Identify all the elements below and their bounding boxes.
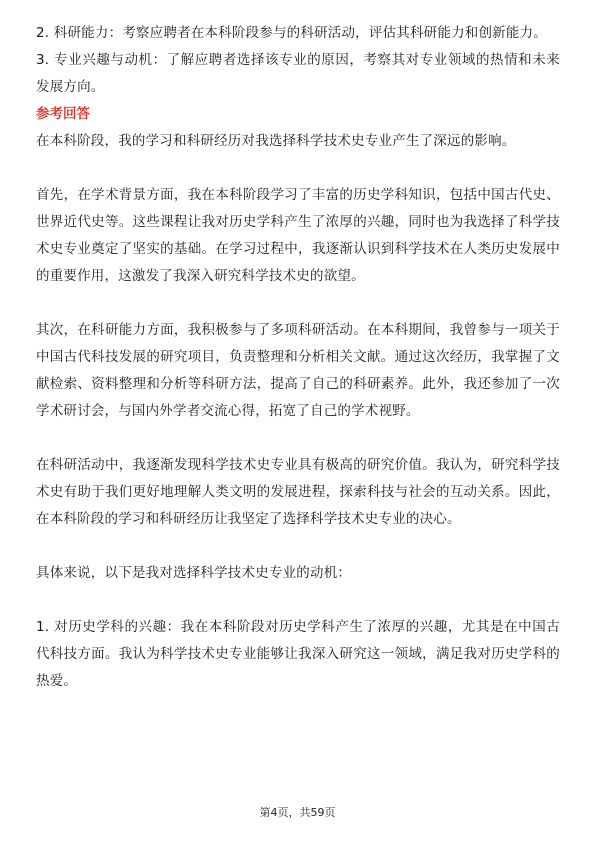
answer-paragraph-research: 其次，在科研能力方面，我积极参与了多项科研活动。在本科期间，我曾参与一项关于中国古代科技发展的研究项目，负责整理和分析相关文献。通过这次经历，我掌握了文献检索、资料整理和分析等科研方法，提高了自己的科研素养。此外，我还参加了一次学术研讨会，与国内外学者交流心得，拓宽了自己的学术视野。 [36,322,560,419]
answer-intro: 在本科阶段，我的学习和科研经历对我选择科学技术史专业产生了深远的影响。 [36,133,516,149]
page-number: 第4页，共59页 [259,806,336,819]
paragraph-spacer [36,155,560,182]
paragraph-spacer [36,290,560,317]
document-page [36,20,560,695]
answer-heading: 参考回答 [36,106,90,122]
answer-paragraph-value: 在科研活动中，我逐渐发现科学技术史专业具有极高的研究价值。我认为，研究科学技术史有助于我们更好地理解人类文明的发展进程，探索科技与社会的互动关系。因此，在本科阶段的学习和科研经历让我坚定了选择科学技术史专业的决心。 [36,457,560,527]
paragraph-spacer [36,425,560,452]
answer-paragraph-motivation-intro: 具体来说，以下是我对选择科学技术史专业的动机： [36,565,352,581]
answer-paragraph-motivation-1: 1. 对历史学科的兴趣：我在本科阶段对历史学科产生了浓厚的兴趣，尤其是在中国古代科技方面。我认为科学技术史专业能够让我深入研究这一领域，满足我对历史学科的热爱。 [36,619,560,689]
paragraph-spacer [36,533,560,560]
criteria-item-motivation: 3. 专业兴趣与动机：了解应聘者选择该专业的原因，考察其对专业领域的热情和未来发展方向。 [36,52,560,95]
answer-paragraph-background: 首先，在学术背景方面，我在本科阶段学习了丰富的历史学科知识，包括中国古代史、世界近代史等。这些课程让我对历史学科产生了浓厚的兴趣，同时也为我选择了科学技术史专业奠定了坚实的基础。在学习过程中，我逐渐认识到科学技术在人类历史发展中的重要作用，这激发了我深入研究科学技术史的欲望。 [36,187,560,284]
paragraph-spacer [36,587,560,614]
criteria-item-research: 2. 科研能力：考察应聘者在本科阶段参与的科研活动，评估其科研能力和创新能力。 [36,25,547,41]
